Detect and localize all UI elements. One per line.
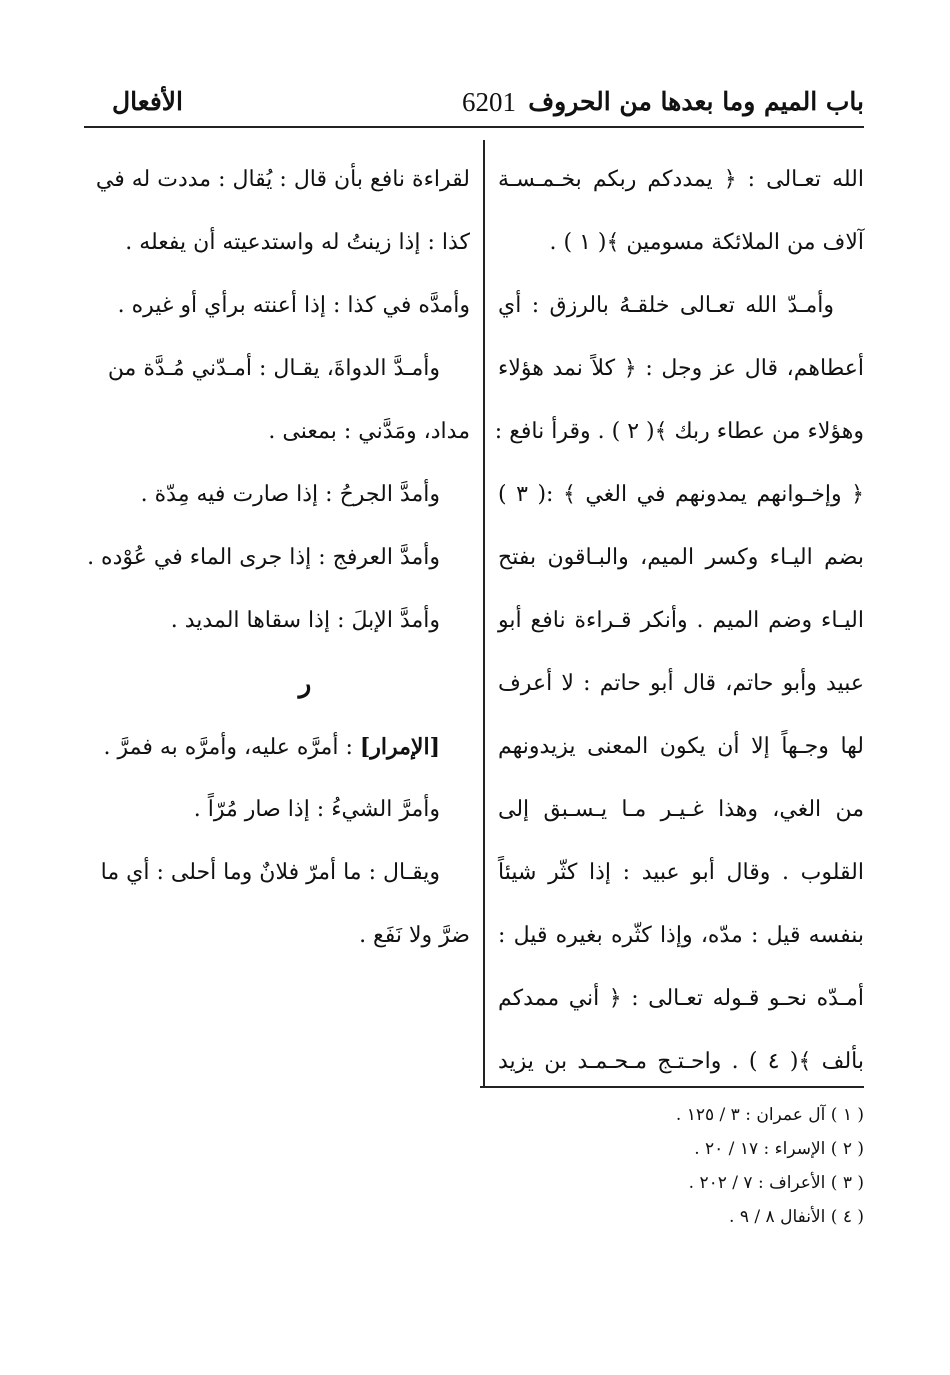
entry-head: [الإمرار] xyxy=(359,734,440,760)
text-line: بألف ﴾( ٤ ) . واحـتـج مـحـمـد بن يزيد xyxy=(498,1049,864,1074)
text-line: عبيد وأبو حاتم، قال أبو حاتم : لا أعرف xyxy=(498,671,864,696)
left-column xyxy=(87,160,470,979)
footnote: ( ٤ ) الأنفال ٨ / ٩ . xyxy=(729,1207,864,1227)
header-chapter-title: باب الميم وما بعدها من الحروف xyxy=(528,87,864,116)
text-line: وهؤلاء من عطاء ربك ﴾( ٢ ) . وقرأ نافع : xyxy=(494,419,864,444)
text-line: اليـاء وضم الميم . وأنكر قـراءة نافع أبو xyxy=(498,608,864,633)
text-line: كذا : إذا زينتُ له واستدعيته أن يفعله . xyxy=(125,230,470,255)
footnote-rule xyxy=(480,1086,864,1088)
text-line: وأمدَّ الجرحُ : إذا صارت فيه مِدّة . xyxy=(140,482,440,507)
text-line: وأمدَّ الإبلَ : إذا سقاها المديد . xyxy=(170,608,440,633)
footnotes xyxy=(676,1100,864,1236)
text-line: وأمدَّه في كذا : إذا أعنته برأي أو غيره . xyxy=(117,293,470,318)
text-line: أعطاهم، قال عز وجل : ﴿ كلاً نمد هؤلاء xyxy=(498,356,864,381)
text-line: بضم اليـاء وكسر الميم، والبـاقون بفتح xyxy=(498,545,864,570)
text-line: وأمرَّ الشيءُ : إذا صار مُرّاً . xyxy=(193,797,440,822)
text-line: آلاف من الملائكة مسومين ﴾( ١ ) . xyxy=(549,230,864,255)
footnote: ( ٣ ) الأعراف : ٧ / ٢٠٢ . xyxy=(688,1173,864,1193)
footnote: ( ٢ ) الإسراء : ١٧ / ٢٠ . xyxy=(694,1139,864,1159)
entry-text: : أمرَّه عليه، وأمرَّه به فمرَّ . xyxy=(103,735,360,760)
header-book-title: الأفعال xyxy=(112,87,183,116)
text-line: ويقـال : ما أمرّ فلانٌ وما أحلى : أي ما xyxy=(100,860,440,885)
header-rule xyxy=(84,126,864,128)
text-line: وأمدَّ العرفج : إذا جرى الماء في عُوْده . xyxy=(87,545,440,570)
text-line: وأمـدَّ الدواةَ، يقـال : أمـدّني مُـدَّة من xyxy=(107,356,440,381)
text-line: لها وجـهاً إلا أن يكون المعنى يزيدونهم xyxy=(498,734,864,759)
text-line: الله تعـالى : ﴿ يمددكم ربكم بخـمـسـة xyxy=(498,167,864,192)
page-number: 6201 xyxy=(462,87,516,117)
entry-line xyxy=(103,727,470,790)
text-line: بنفسه قيل : مدّه، وإذا كثّره بغيره قيل : xyxy=(498,923,864,948)
text-line: القلوب . وقال أبو عبيد : إذا كثّر شيئاً xyxy=(498,860,864,885)
column-divider xyxy=(483,140,485,1086)
text-line: أمـدّه نحـو قـوله تعـالى : ﴿ أني ممدكم xyxy=(498,986,864,1011)
right-column xyxy=(494,160,865,1105)
footnote: ( ١ ) آل عمران : ٣ / ١٢٥ . xyxy=(675,1105,864,1125)
text-line: لقراءة نافع بأن قال : يُقال : مددت له في xyxy=(95,167,470,192)
text-line: ﴿ وإخـوانهم يمدونهم في الغي ﴾ :( ٣ ) xyxy=(498,482,865,507)
text-line: من الغي، وهذا غـيـر مـا يـسـبق إلى xyxy=(498,797,864,822)
text-line: مداد، ومَدَّني : بمعنى . xyxy=(268,419,470,444)
section-letter: ر xyxy=(298,669,312,699)
text-line: ضرَّ ولا نَفَع . xyxy=(359,923,470,948)
text-line: وأمـدّ الله تعـالى خلقـهُ بالرزق : أي xyxy=(498,293,834,318)
